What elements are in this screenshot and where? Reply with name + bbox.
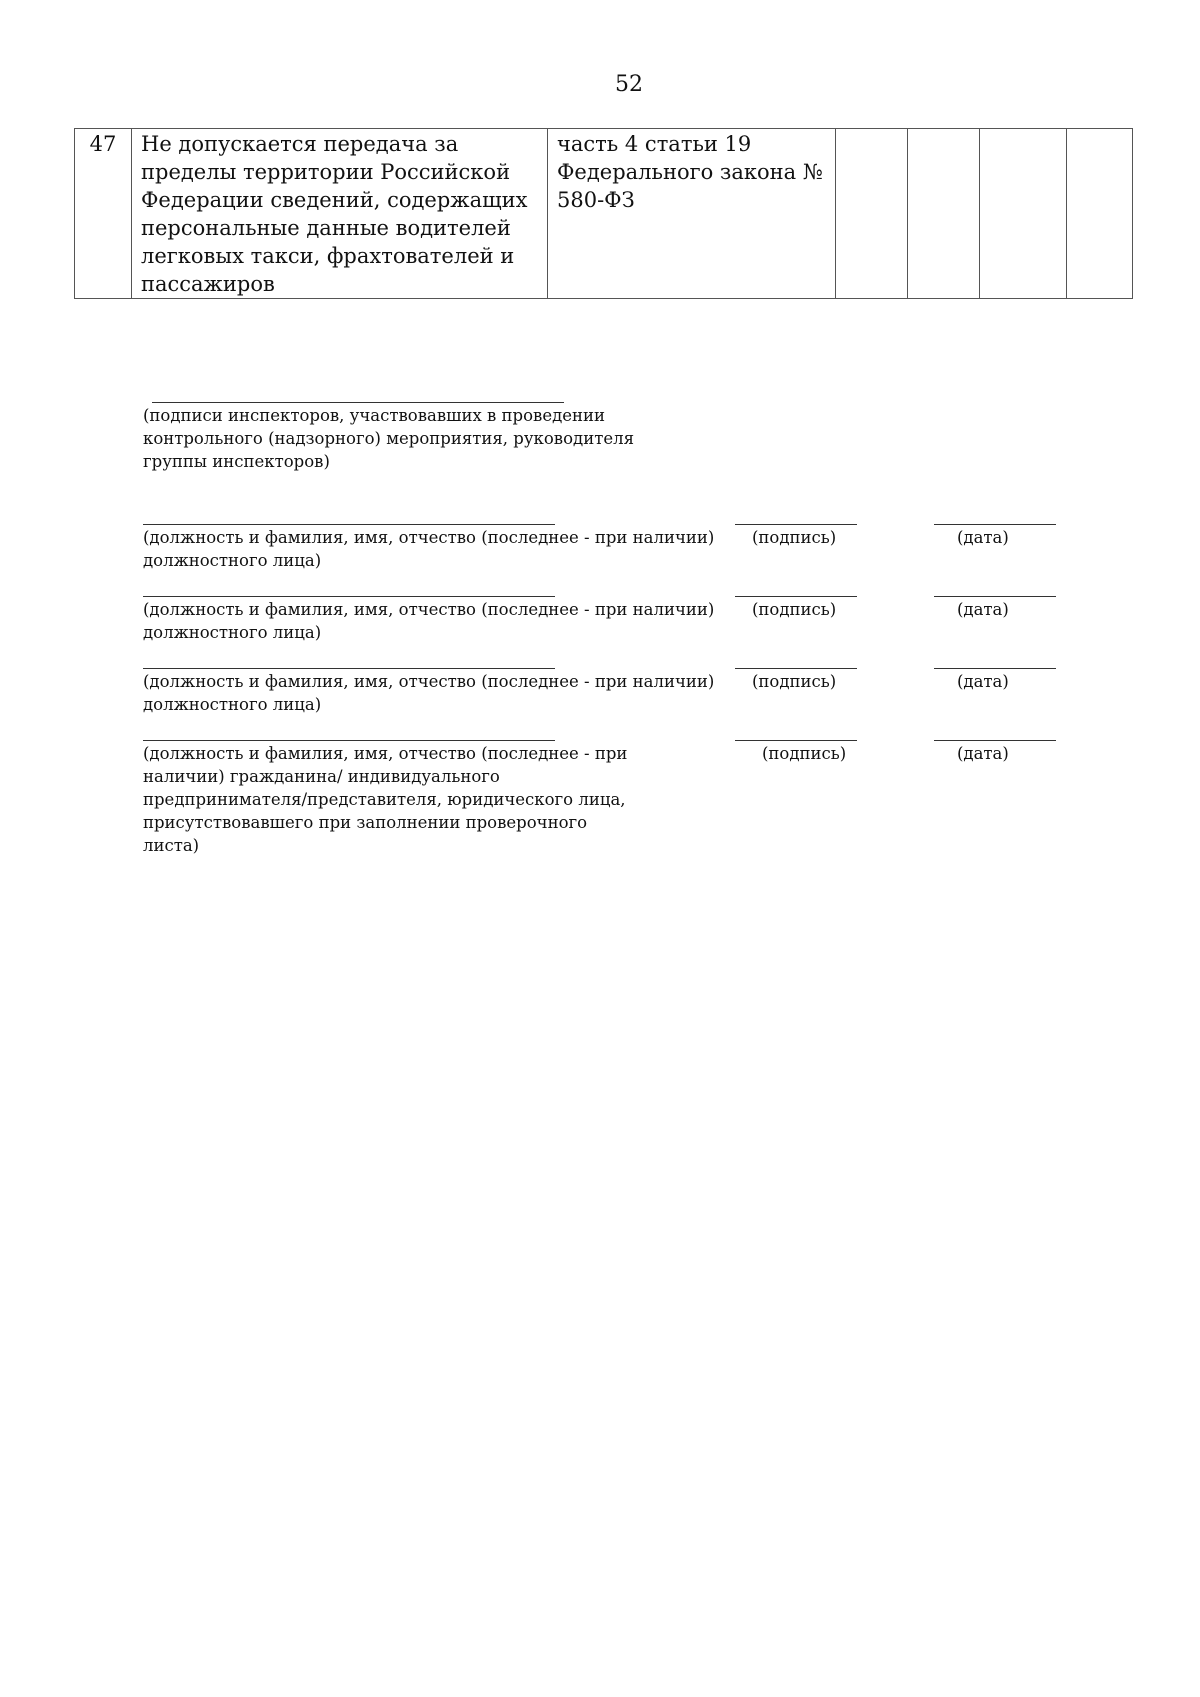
answer-yes-cell[interactable] [836,129,908,299]
date-line-3[interactable] [934,668,1056,669]
date-caption-3: (дата) [957,672,1009,691]
inspectors-caption: (подписи инспекторов, участвовавших в проведении контрольного (надзорного) мероприятия, руководителя группы инспекторов) [143,406,634,471]
reference-cell: часть 4 статьи 19 Федерального закона № 580-ФЗ [548,129,836,299]
signature-line-2[interactable] [735,596,857,597]
date-caption-4: (дата) [957,744,1009,763]
name-caption-1: (должность и фамилия, имя, отчество (последнее - при наличии) должностного лица) [143,528,715,570]
name-caption-3: (должность и фамилия, имя, отчество (последнее - при наличии) должностного лица) [143,672,715,714]
requirement-cell: Не допускается передача за пределы территории Российской Федерации сведений, содержащих персональные данные водителей легковых такси, фрахтователей и пассажиров [132,129,548,299]
table-row [75,129,1133,299]
signature-caption-4: (подпись) [762,744,847,763]
signature-line-1[interactable] [735,524,857,525]
name-line-3[interactable] [143,668,555,669]
date-line-1[interactable] [934,524,1056,525]
date-caption-2: (дата) [957,600,1009,619]
signature-caption-3: (подпись) [752,672,837,691]
answer-na-cell[interactable] [980,129,1067,299]
checklist-table [74,128,1133,299]
note-cell[interactable] [1067,129,1133,299]
name-line-2[interactable] [143,596,555,597]
page-number: 52 [615,72,643,97]
signature-line-3[interactable] [735,668,857,669]
signature-line-4[interactable] [735,740,857,741]
row-number: 47 [75,129,132,299]
name-line-4[interactable] [143,740,555,741]
date-caption-1: (дата) [957,528,1009,547]
date-line-4[interactable] [934,740,1056,741]
name-caption-2: (должность и фамилия, имя, отчество (последнее - при наличии) должностного лица) [143,600,715,642]
inspectors-signature-line[interactable] [152,402,564,403]
name-caption-4: (должность и фамилия, имя, отчество (последнее - при наличии) гражданина/ индивидуального предпринимателя/представителя, юридического лица, присутствовавшего при заполнении проверочного листа) [143,744,628,855]
name-line-1[interactable] [143,524,555,525]
signature-caption-1: (подпись) [752,528,837,547]
signature-caption-2: (подпись) [752,600,837,619]
date-line-2[interactable] [934,596,1056,597]
answer-no-cell[interactable] [908,129,980,299]
